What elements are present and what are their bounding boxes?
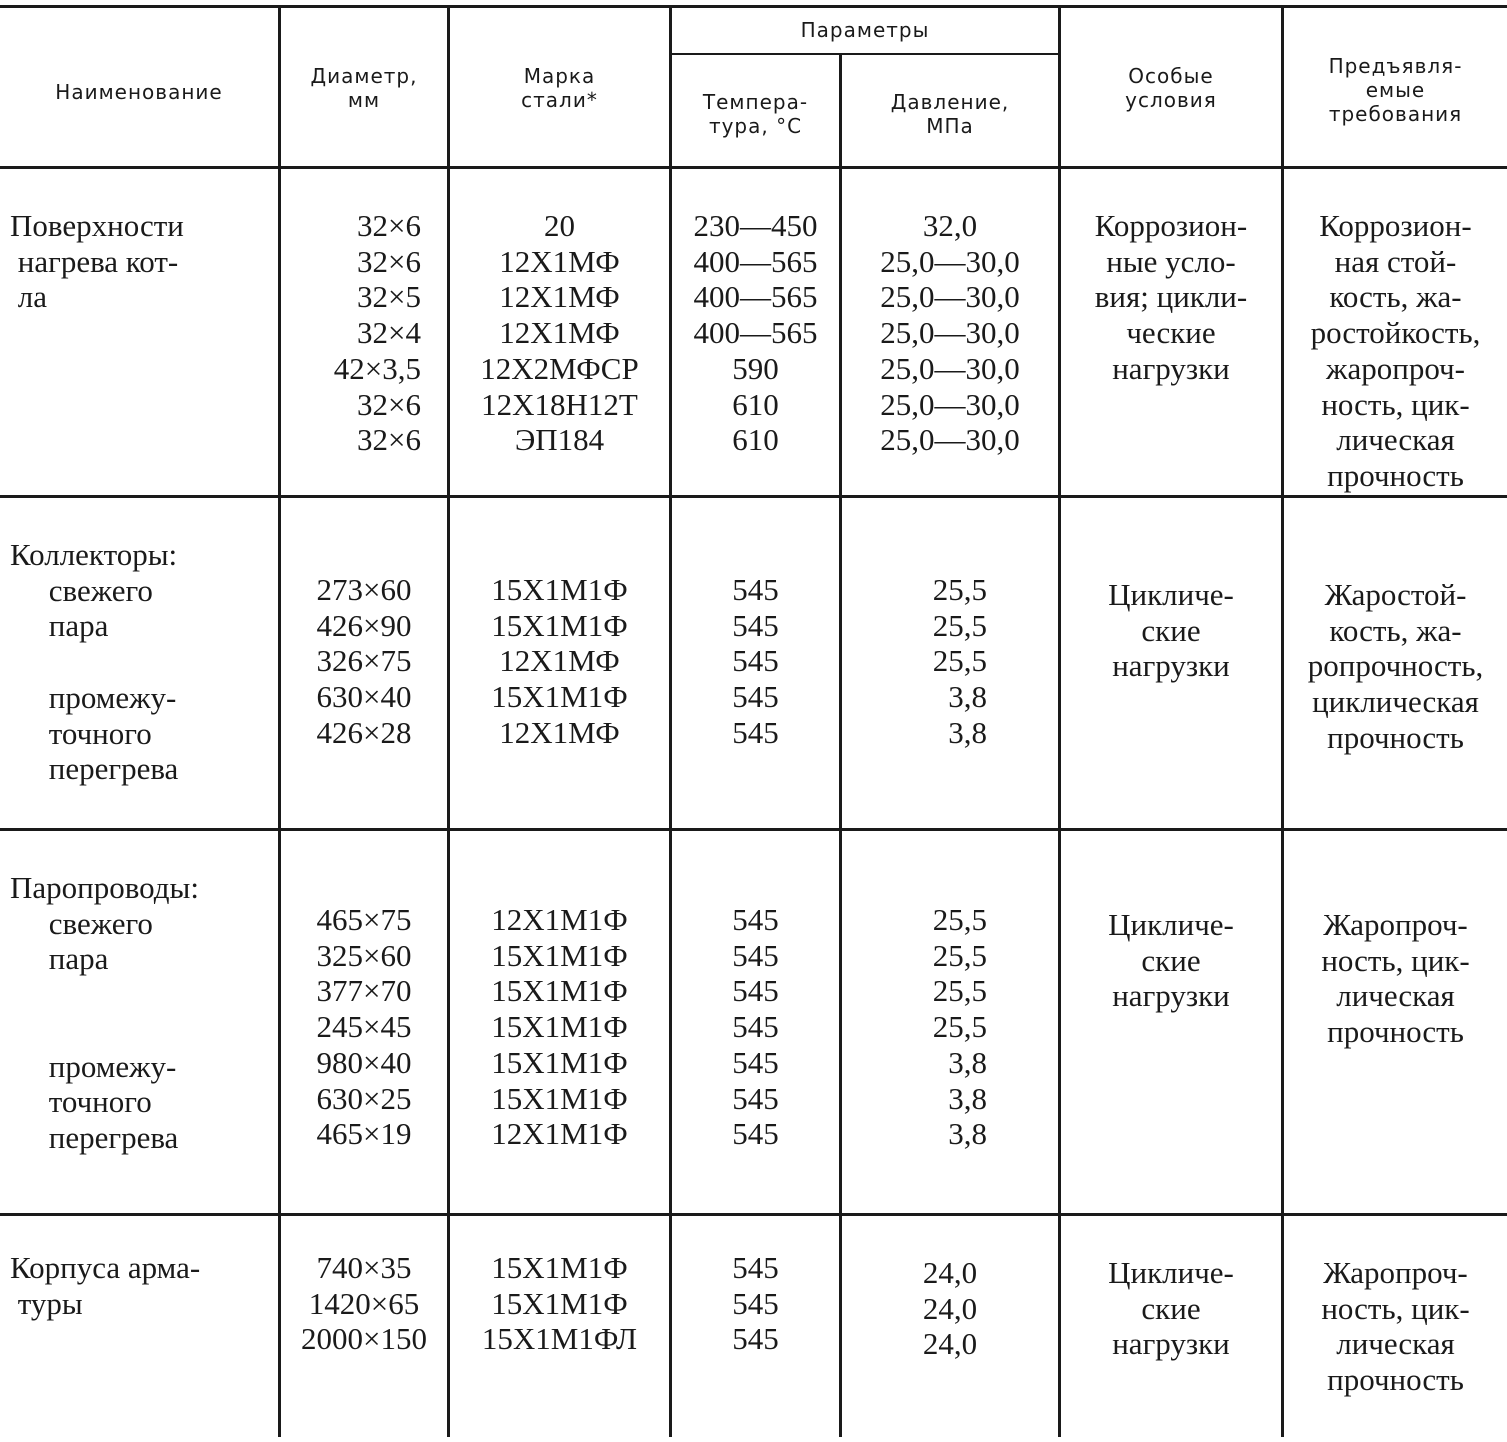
row4-temperature: 545 545 545 — [732, 1250, 779, 1357]
row2-pressure: 25,5 25,5 25,5 3,8 3,8 — [932, 572, 987, 750]
row3-pressure: 25,5 25,5 25,5 25,5 3,8 3,8 3,8 — [932, 902, 987, 1152]
row2-requirements: Жаростой- кость, жа- ропрочность, циклическая прочность — [1307, 577, 1484, 755]
row4-name: Корпуса арма- туры — [10, 1250, 201, 1321]
row1-requirements: Коррозион- ная стой- кость, жа- ростойкость, жаропроч- ность, цик- лическая прочность — [1310, 208, 1481, 493]
row4-pressure: 24,0 24,0 24,0 — [922, 1255, 978, 1362]
row2-conditions: Цикличе- ские нагрузки — [1108, 577, 1234, 684]
header-temperature: Темпера- тура, °С — [702, 90, 809, 138]
row1-pressure: 32,0 25,0—30,0 25,0—30,0 25,0—30,0 25,0—30,0 25,0—30,0 25,0—30,0 — [880, 208, 1020, 458]
row1-conditions: Коррозион- ные усло- вия; цикли- ческие нагрузки — [1094, 208, 1248, 386]
header-parameters: Параметры — [800, 18, 930, 42]
row3-conditions: Цикличе- ские нагрузки — [1108, 907, 1234, 1014]
row4-conditions: Цикличе- ские нагрузки — [1108, 1255, 1234, 1362]
row2-temperature: 545 545 545 545 545 — [732, 572, 779, 750]
row2-steel: 15Х1М1Ф 15Х1М1Ф 12Х1МФ 15Х1М1Ф 12Х1МФ — [491, 572, 628, 750]
row1-diameter: 32×6 32×6 32×5 32×4 42×3,5 32×6 32×6 — [333, 208, 421, 458]
header-name: Наименование — [55, 80, 223, 104]
row3-requirements: Жаропроч- ность, цик- лическая прочность — [1321, 907, 1470, 1050]
row3-name: Паропроводы: свежего пара промежу- точного перегрева — [10, 870, 199, 1155]
row1-name: Поверхности нагрева кот- ла — [10, 208, 184, 315]
row4-steel: 15Х1М1Ф 15Х1М1Ф 15Х1М1ФЛ — [481, 1250, 638, 1357]
header-pressure: Давление, МПа — [890, 90, 1010, 138]
header-conditions: Особые условия — [1125, 64, 1217, 112]
header-diameter: Диаметр, мм — [310, 64, 418, 112]
row4-diameter: 740×35 1420×65 2000×150 — [301, 1250, 427, 1357]
row1-steel: 20 12Х1МФ 12Х1МФ 12Х1МФ 12Х2МФСР 12Х18Н12Т ЭП184 — [480, 208, 639, 458]
row3-temperature: 545 545 545 545 545 545 545 — [732, 902, 779, 1152]
row1-temperature: 230—450 400—565 400—565 400—565 590 610 610 — [693, 208, 818, 458]
row2-diameter: 273×60 426×90 326×75 630×40 426×28 — [316, 572, 412, 750]
row3-diameter: 465×75 325×60 377×70 245×45 980×40 630×25 465×19 — [316, 902, 412, 1152]
row3-steel: 12Х1М1Ф 15Х1М1Ф 15Х1М1Ф 15Х1М1Ф 15Х1М1Ф 15Х1М1Ф 12Х1М1Ф — [491, 902, 628, 1152]
row2-name: Коллекторы: свежего пара промежу- точного перегрева — [10, 537, 179, 787]
row4-requirements: Жаропроч- ность, цик- лическая прочность — [1321, 1255, 1470, 1398]
header-steel: Марка стали* — [521, 64, 598, 112]
header-requirements: Предъявля- емые требования — [1328, 54, 1463, 126]
params-underline — [672, 53, 1058, 55]
